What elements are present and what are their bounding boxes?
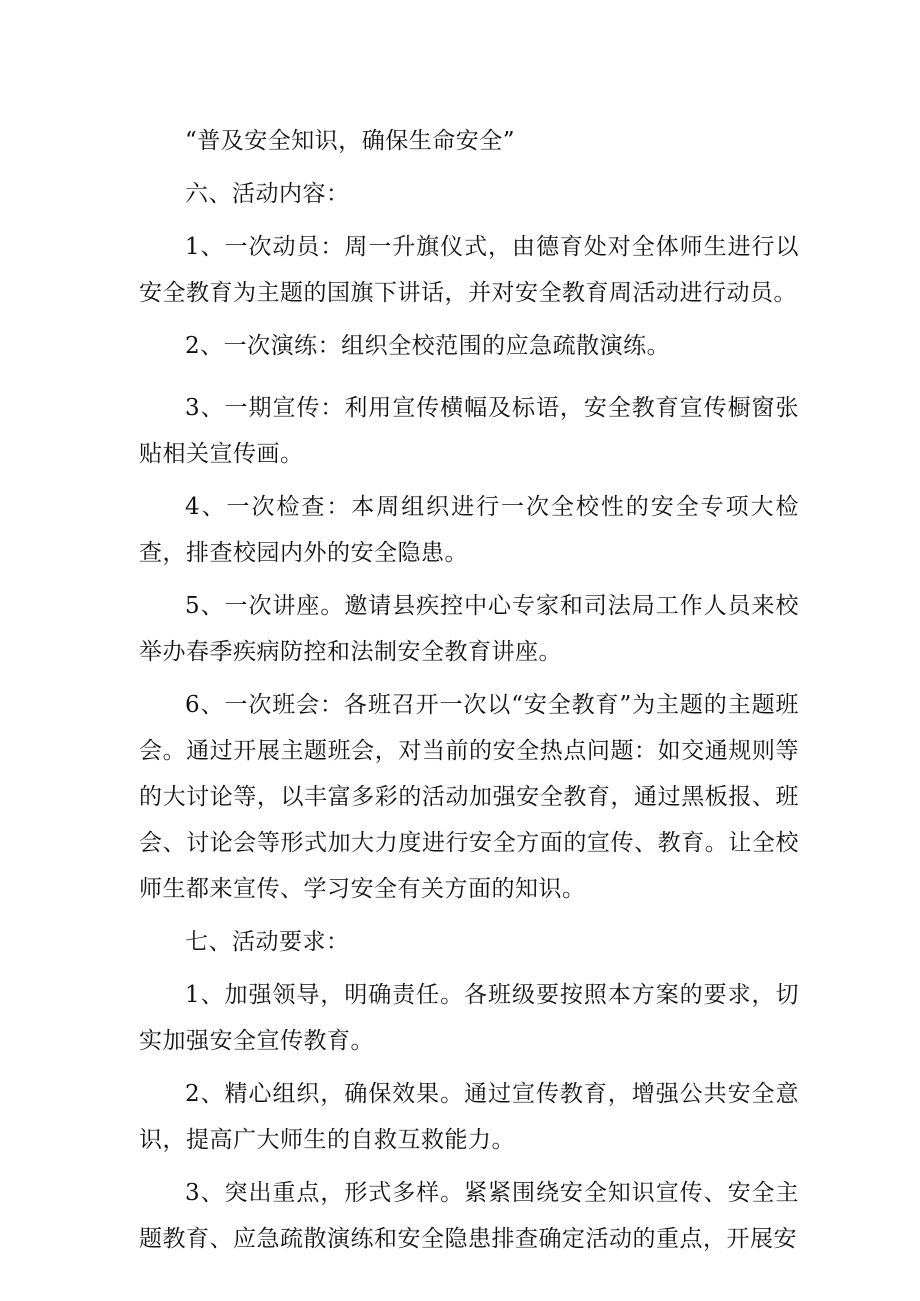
section-heading-activity-content: 六、活动内容： [185,181,350,207]
list-item-class-meeting: 6、一次班会：各班召开一次以“安全教育”为主题的主题班会。通过开展主题班会，对当前的安全热点问题：如交通规则等的大讨论等，以丰富多彩的活动加强安全教育，通过黑板报、班会、讨论会等形式加大力度进行安全方面的宣传、教育。让全校师生都来宣传、学习安全有关方面的知识。 [139,692,799,902]
section-heading-activity-requirements: 七、活动要求： [185,929,350,955]
list-item-inspection: 4、一次检查：本周组织进行一次全校性的安全专项大检查，排查校园内外的安全隐患。 [139,494,799,566]
list-item-focus: 3、突出重点，形式多样。紧紧围绕安全知识宣传、安全主题教育、应急疏散演练和安全隐患排查确定活动的重点，开展安 [139,1180,799,1252]
list-item-lecture: 5、一次讲座。邀请县疾控中心专家和司法局工作人员来校举办春季疾病防控和法制安全教育讲座。 [139,593,799,665]
slogan-line: “普及安全知识，确保生命安全” [185,128,516,154]
list-item-leadership: 1、加强领导，明确责任。各班级要按照本方案的要求，切实加强安全宣传教育。 [139,982,799,1054]
list-item-mobilization: 1、一次动员：周一升旗仪式，由德育处对全体师生进行以安全教育为主题的国旗下讲话，并对安全教育周活动进行动员。 [139,234,799,306]
document-body [139,118,799,1269]
list-item-publicity: 3、一期宣传：利用宣传横幅及标语，安全教育宣传橱窗张贴相关宣传画。 [139,395,799,467]
list-item-organization: 2、精心组织，确保效果。通过宣传教育，增强公共安全意识，提高广大师生的自救互救能力。 [139,1081,799,1153]
list-item-drill: 2、一次演练：组织全校范围的应急疏散演练。 [185,333,671,359]
